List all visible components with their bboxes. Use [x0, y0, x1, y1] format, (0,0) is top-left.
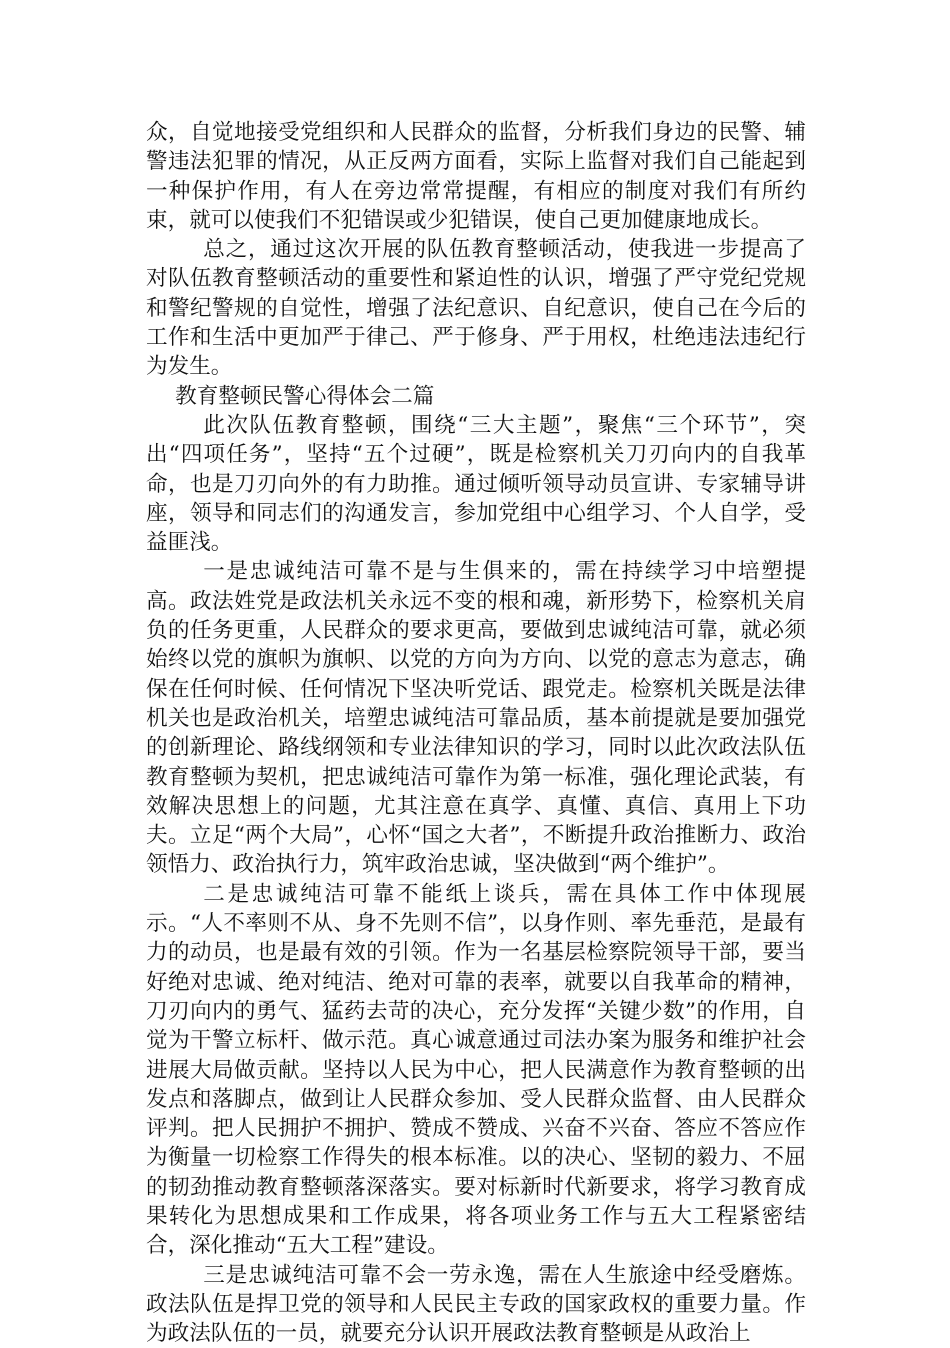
paragraph-point-two: 二是忠诚纯洁可靠不能纸上谈兵，需在具体工作中体现展示。“人不率则不从、身不先则不信”，以身作则、率先垂范，是最有力的动员，也是最有效的引领。作为一名基层检察院领导干部，要当好绝对忠诚、绝对纯洁、绝对可靠的表率，就要以自我革命的精神，刀刃向内的勇气、猛药去苛的决心，充分发挥“关键少数”的作用，自觉为干警立标杆、做示范。真心诚意通过司法办案为服务和维护社会进展大局做贡献。坚持以人民为中心，把人民满意作为教育整顿的出发点和落脚点，做到让人民群众参加、受人民群众监督、由人民群众评判。把人民拥护不拥护、赞成不赞成、兴奋不兴奋、答应不答应作为衡量一切检察工作得失的根本标准。以的决心、坚韧的毅力、不屈的韧劲推动教育整顿落深落实。要对标新时代新要求，将学习教育成果转化为思想成果和工作成果，将各项业务工作与五大工程紧密结合，深化推动“五大工程”建设。	[146, 881, 806, 1259]
paragraph-intro: 此次队伍教育整顿，围绕“三大主题”，聚焦“三个环节”，突出“四项任务”，坚持“五个过硬”，既是检察机关刀刃向内的自我革命，也是刀刃向外的有力助推。通过倾听领导动员宣讲、专家辅导讲座，领导和同志们的沟通发言，参加党组中心组学习、个人自学，受益匪浅。	[146, 412, 806, 556]
paragraph-point-three: 三是忠诚纯洁可靠不会一劳永逸，需在人生旅途中经受磨炼。政法队伍是捍卫党的领导和人民民主专政的国家政权的重要力量。作为政法队伍的一员，就要充分认识开展政法教育整顿是从政治上	[146, 1262, 806, 1347]
section-heading: 教育整顿民警心得体会二篇	[175, 383, 435, 409]
paragraph-summary: 总之，通过这次开展的队伍教育整顿活动，使我进一步提高了对队伍教育整顿活动的重要性和紧迫性的认识，增强了严守党纪党规和警纪警规的自觉性，增强了法纪意识、自纪意识，使自己在今后的工作和生活中更加严于律己、严于修身、严于用权，杜绝违法违纪行为发生。	[146, 237, 806, 380]
paragraph-point-one: 一是忠诚纯洁可靠不是与生俱来的，需在持续学习中培塑提高。政法姓党是政法机关永远不变的根和魂，新形势下，检察机关肩负的任务更重，人民群众的要求更高，要做到忠诚纯洁可靠，就必须始终以党的旗帜为旗帜、以党的方向为方向、以党的意志为意志，确保在任何时候、任何情况下坚决听党话、跟党走。检察机关既是法律机关也是政治机关，培塑忠诚纯洁可靠品质，基本前提就是要加强党的创新理论、路线纲领和专业法律知识的学习，同时以此次政法队伍教育整顿为契机，把忠诚纯洁可靠作为第一标准，强化理论武装，有效解决思想上的问题，尤其注意在真学、真懂、真信、真用上下功夫。立足“两个大局”，心怀“国之大者”，不断提升政治推断力、政治领悟力、政治执行力，筑牢政治忠诚，坚决做到“两个维护”。	[146, 559, 806, 878]
paragraph-continuation: 众，自觉地接受党组织和人民群众的监督，分析我们身边的民警、辅警违法犯罪的情况，从正反两方面看，实际上监督对我们自己能起到一种保护作用，有人在旁边常常提醒，有相应的制度对我们有所约束，就可以使我们不犯错误或少犯错误，使自己更加健康地成长。	[146, 120, 806, 233]
document-page	[146, 118, 806, 1348]
